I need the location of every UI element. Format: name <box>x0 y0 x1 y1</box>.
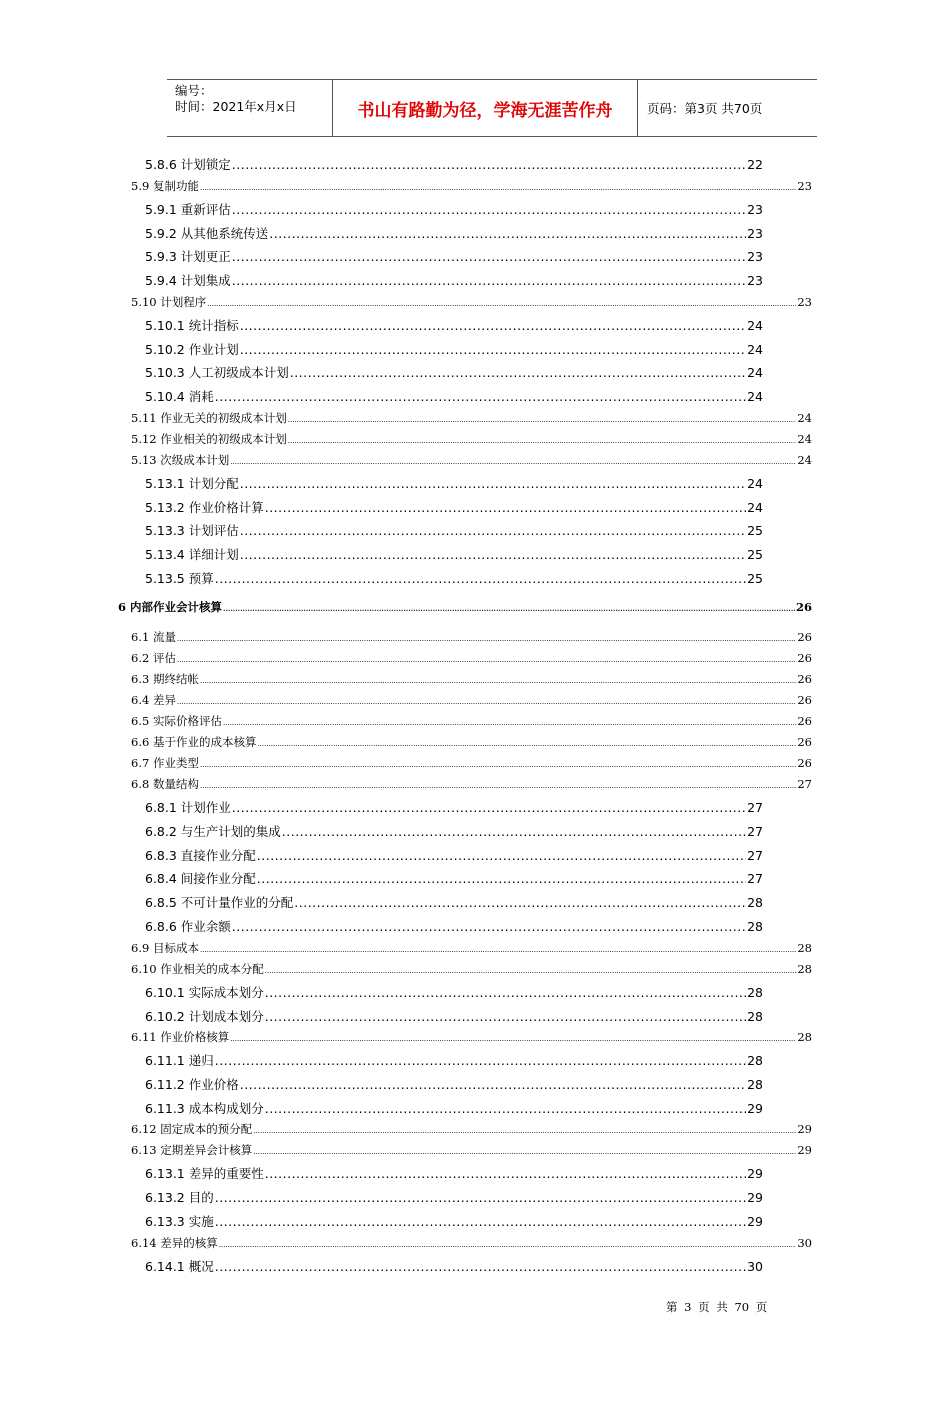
toc-entry-page: 29 <box>797 1122 812 1136</box>
toc-entry[interactable] <box>131 734 812 750</box>
toc-leader-dots <box>215 389 746 404</box>
toc-entry-title: 6.13 定期差异会计核算 <box>131 1143 253 1157</box>
toc-leader-dots <box>240 342 746 357</box>
toc-entry-title: 6.3 期终结帐 <box>131 672 199 686</box>
toc-entry-page: 25 <box>747 523 763 538</box>
toc-entry-page: 26 <box>797 651 812 665</box>
toc-entry-page: 24 <box>797 432 812 446</box>
toc-entry-page: 28 <box>747 919 763 934</box>
toc-entry[interactable] <box>145 200 763 218</box>
toc-leader-dots <box>223 604 795 613</box>
toc-leader-dots <box>177 635 796 643</box>
toc-entry-page: 29 <box>797 1143 812 1157</box>
toc-entry-page: 28 <box>797 962 812 976</box>
toc-entry-page: 24 <box>747 389 763 404</box>
toc-entry[interactable] <box>131 1142 812 1158</box>
toc-entry-page: 24 <box>747 318 763 333</box>
toc-entry-title: 5.13 次级成本计划 <box>131 453 230 467</box>
toc-leader-dots <box>257 871 746 886</box>
toc-entry[interactable] <box>131 692 812 708</box>
toc-entry[interactable] <box>145 521 763 539</box>
toc-entry-page: 28 <box>747 1009 763 1024</box>
toc-leader-dots <box>230 458 796 466</box>
toc-leader-dots <box>240 523 746 538</box>
toc-leader-dots <box>223 719 796 727</box>
toc-leader-dots <box>253 1148 796 1156</box>
toc-entry-title: 5.13.3 计划评估 <box>145 523 239 538</box>
toc-entry-title: 5.12 作业相关的初级成本计划 <box>131 432 287 446</box>
toc-entry-title: 5.13.2 作业价格计算 <box>145 500 264 515</box>
toc-entry[interactable] <box>145 1257 763 1275</box>
toc-leader-dots <box>240 476 746 491</box>
toc-entry-title: 5.9.4 计划集成 <box>145 273 231 288</box>
toc-entry-title: 5.10.4 消耗 <box>145 389 214 404</box>
toc-leader-dots <box>177 698 796 706</box>
toc-entry-page: 23 <box>747 273 763 288</box>
toc-leader-dots <box>200 782 796 790</box>
toc-entry[interactable] <box>145 340 763 358</box>
toc-entry[interactable] <box>145 893 763 911</box>
toc-entry[interactable] <box>145 498 763 516</box>
toc-entry[interactable] <box>131 410 812 426</box>
toc-entry-title: 6.2 评估 <box>131 651 176 665</box>
toc-entry-page: 26 <box>797 672 812 686</box>
toc-entry-title: 5.11 作业无关的初级成本计划 <box>131 411 287 425</box>
toc-entry-title: 6.13.3 实施 <box>145 1214 214 1229</box>
toc-entry-page: 29 <box>747 1214 763 1229</box>
toc-entry[interactable] <box>131 650 812 666</box>
toc-entry[interactable] <box>145 869 763 887</box>
toc-leader-dots <box>282 824 746 839</box>
toc-entry[interactable] <box>131 671 812 687</box>
toc-entry-page: 26 <box>797 756 812 770</box>
toc-entry[interactable] <box>131 1235 812 1251</box>
toc-entry[interactable] <box>131 1121 812 1137</box>
toc-entry[interactable] <box>145 917 763 935</box>
toc-entry-title: 5.8.6 计划锁定 <box>145 157 231 172</box>
toc-entry-title: 6.11.2 作业价格 <box>145 1077 239 1092</box>
toc-entry[interactable] <box>131 629 812 645</box>
toc-entry[interactable] <box>131 431 812 447</box>
toc-entry-title: 5.9 复制功能 <box>131 179 199 193</box>
toc-entry-title: 6.12 固定成本的预分配 <box>131 1122 253 1136</box>
toc-entry-page: 26 <box>797 693 812 707</box>
toc-entry-page: 30 <box>747 1259 763 1274</box>
toc-leader-dots <box>215 571 746 586</box>
toc-leader-dots <box>200 761 796 769</box>
toc-entry-page: 27 <box>747 800 763 815</box>
toc-entry[interactable] <box>145 1099 763 1117</box>
toc-leader-dots <box>240 318 746 333</box>
toc-leader-dots <box>177 656 796 664</box>
toc-entry[interactable] <box>145 1188 763 1206</box>
toc-entry[interactable] <box>145 1051 763 1069</box>
toc-entry-title: 5.10.3 人工初级成本计划 <box>145 365 289 380</box>
toc-entry-title: 6.7 作业类型 <box>131 756 199 770</box>
toc-entry-page: 26 <box>797 735 812 749</box>
toc-leader-dots <box>257 848 746 863</box>
toc-entry-page: 26 <box>797 630 812 644</box>
toc-entry-page: 22 <box>747 157 763 172</box>
toc-leader-dots <box>269 226 746 241</box>
toc-leader-dots <box>240 1077 746 1092</box>
toc-entry-title: 5.13.5 预算 <box>145 571 214 586</box>
toc-entry[interactable] <box>145 316 763 334</box>
toc-leader-dots <box>290 365 746 380</box>
toc-entry-title: 6.4 差异 <box>131 693 176 707</box>
toc-leader-dots <box>215 1190 746 1205</box>
toc-entry[interactable] <box>145 545 763 563</box>
toc-entry[interactable] <box>131 940 812 956</box>
toc-entry-page: 28 <box>797 1030 812 1044</box>
toc-entry[interactable] <box>131 1029 812 1045</box>
toc-entry-title: 5.13.4 详细计划 <box>145 547 239 562</box>
toc-leader-dots <box>294 895 746 910</box>
toc-entry-page: 24 <box>747 365 763 380</box>
header-page-label: 页码：第3页 共70页 <box>647 101 763 116</box>
toc-entry-title: 5.9.3 计划更正 <box>145 249 231 264</box>
toc-leader-dots <box>265 967 797 975</box>
toc-entry-title: 6.10.2 计划成本划分 <box>145 1009 264 1024</box>
toc-entry-page: 24 <box>747 500 763 515</box>
toc-entry-title: 6.8.1 计划作业 <box>145 800 231 815</box>
toc-entry[interactable] <box>145 822 763 840</box>
toc-entry-page: 29 <box>747 1190 763 1205</box>
toc-leader-dots <box>200 184 796 192</box>
toc-entry-page: 29 <box>747 1101 763 1116</box>
toc-entry[interactable] <box>145 798 763 816</box>
toc-entry-title: 6.1 流量 <box>131 630 176 644</box>
toc-leader-dots <box>288 437 797 445</box>
toc-entry[interactable] <box>131 776 812 792</box>
toc-entry[interactable] <box>145 1164 763 1182</box>
toc-entry-page: 27 <box>747 871 763 886</box>
toc-leader-dots <box>232 919 746 934</box>
toc-entry-title: 6.11.3 成本构成划分 <box>145 1101 264 1116</box>
toc-leader-dots <box>257 740 796 748</box>
toc-entry[interactable] <box>145 983 763 1001</box>
toc-entry-page: 26 <box>795 600 812 614</box>
toc-leader-dots <box>200 946 796 954</box>
toc-entry-page: 28 <box>747 1053 763 1068</box>
toc-entry-page: 25 <box>747 547 763 562</box>
toc-entry-title: 6.5 实际价格评估 <box>131 714 222 728</box>
toc-entry[interactable] <box>145 569 763 587</box>
toc-entry-title: 5.10.2 作业计划 <box>145 342 239 357</box>
toc-entry-title: 6.13.1 差异的重要性 <box>145 1166 264 1181</box>
toc-leader-dots <box>232 157 746 172</box>
toc-entry-title: 6.8.4 间接作业分配 <box>145 871 256 886</box>
toc-entry-page: 24 <box>747 476 763 491</box>
toc-entry-page: 28 <box>747 985 763 1000</box>
toc-leader-dots <box>200 677 796 685</box>
toc-leader-dots <box>219 1241 797 1249</box>
toc-entry-title: 6.10 作业相关的成本分配 <box>131 962 264 976</box>
toc-entry-title: 6.10.1 实际成本划分 <box>145 985 264 1000</box>
toc-leader-dots <box>232 249 746 264</box>
toc-entry-title: 6.14 差异的核算 <box>131 1236 218 1250</box>
header-motto: 书山有路勤为径，学海无涯苦作舟 <box>332 80 638 136</box>
toc-entry-title: 6.13.2 目的 <box>145 1190 214 1205</box>
toc-entry-page: 23 <box>797 295 812 309</box>
toc-leader-dots <box>232 273 746 288</box>
toc-leader-dots <box>265 985 746 1000</box>
toc-entry-title: 5.10 计划程序 <box>131 295 207 309</box>
toc-entry-page: 24 <box>747 342 763 357</box>
toc-entry-title: 6.8.2 与生产计划的集成 <box>145 824 281 839</box>
toc-entry[interactable] <box>131 755 812 771</box>
toc-entry-title: 6 内部作业会计核算 <box>118 600 223 614</box>
toc-leader-dots <box>215 1214 746 1229</box>
toc-entry-page: 25 <box>747 571 763 586</box>
toc-entry[interactable] <box>145 363 763 381</box>
toc-leader-dots <box>232 202 746 217</box>
toc-entry-title: 5.9.2 从其他系统传送 <box>145 226 269 241</box>
toc-entry-title: 6.8.6 作业余额 <box>145 919 231 934</box>
toc-entry-title: 6.9 目标成本 <box>131 941 199 955</box>
toc-entry-title: 6.6 基于作业的成本核算 <box>131 735 257 749</box>
toc-entry[interactable] <box>131 294 812 310</box>
toc-entry[interactable] <box>145 271 763 289</box>
toc-entry-page: 27 <box>747 848 763 863</box>
toc-entry[interactable] <box>145 1075 763 1093</box>
toc-entry[interactable] <box>131 961 812 977</box>
toc-entry[interactable] <box>145 224 763 242</box>
toc-entry-page: 26 <box>797 714 812 728</box>
toc-leader-dots <box>265 1101 746 1116</box>
toc-entry-page: 23 <box>747 202 763 217</box>
toc-entry[interactable] <box>131 178 812 194</box>
toc-entry-title: 6.11.1 递归 <box>145 1053 214 1068</box>
toc-leader-dots <box>207 300 796 308</box>
toc-entry[interactable] <box>145 247 763 265</box>
toc-leader-dots <box>215 1259 746 1274</box>
toc-leader-dots <box>232 800 746 815</box>
toc-entry-title: 6.14.1 概况 <box>145 1259 214 1274</box>
toc-entry-page: 28 <box>797 941 812 955</box>
toc-entry-title: 6.8.5 不可计量作业的分配 <box>145 895 294 910</box>
toc-entry-title: 6.8 数量结构 <box>131 777 199 791</box>
toc-entry-title: 6.11 作业价格核算 <box>131 1030 230 1044</box>
toc-leader-dots <box>265 1009 746 1024</box>
toc-entry[interactable] <box>145 1007 763 1025</box>
header-time-label: 时间：2021年x月x日 <box>175 99 297 114</box>
toc-leader-dots <box>230 1035 796 1043</box>
toc-entry[interactable] <box>118 599 812 615</box>
toc-leader-dots <box>253 1127 796 1135</box>
toc-leader-dots <box>265 500 746 515</box>
toc-entry-page: 24 <box>797 453 812 467</box>
toc-entry[interactable] <box>145 387 763 405</box>
toc-entry-page: 27 <box>797 777 812 791</box>
toc-entry[interactable] <box>131 452 812 468</box>
toc-entry[interactable] <box>131 713 812 729</box>
toc-leader-dots <box>215 1053 746 1068</box>
toc-entry-page: 27 <box>747 824 763 839</box>
toc-entry-title: 5.9.1 重新评估 <box>145 202 231 217</box>
toc-entry-title: 5.10.1 统计指标 <box>145 318 239 333</box>
toc-entry-page: 23 <box>747 226 763 241</box>
toc-entry[interactable] <box>145 846 763 864</box>
toc-entry-page: 23 <box>797 179 812 193</box>
toc-entry-page: 28 <box>747 1077 763 1092</box>
toc-entry-page: 30 <box>797 1236 812 1250</box>
toc-entry-title: 5.13.1 计划分配 <box>145 476 239 491</box>
page-footer: 第 3 页 共 70 页 <box>666 1300 768 1314</box>
toc-leader-dots <box>265 1166 746 1181</box>
toc-entry[interactable] <box>145 474 763 492</box>
toc-entry-page: 28 <box>747 895 763 910</box>
toc-entry-page: 24 <box>797 411 812 425</box>
toc-entry-title: 6.8.3 直接作业分配 <box>145 848 256 863</box>
toc-entry[interactable] <box>145 155 763 173</box>
toc-leader-dots <box>240 547 746 562</box>
toc-entry-page: 23 <box>747 249 763 264</box>
toc-leader-dots <box>288 416 797 424</box>
toc-entry[interactable] <box>145 1212 763 1230</box>
toc-entry-page: 29 <box>747 1166 763 1181</box>
header-number-label: 编号： <box>175 83 213 98</box>
